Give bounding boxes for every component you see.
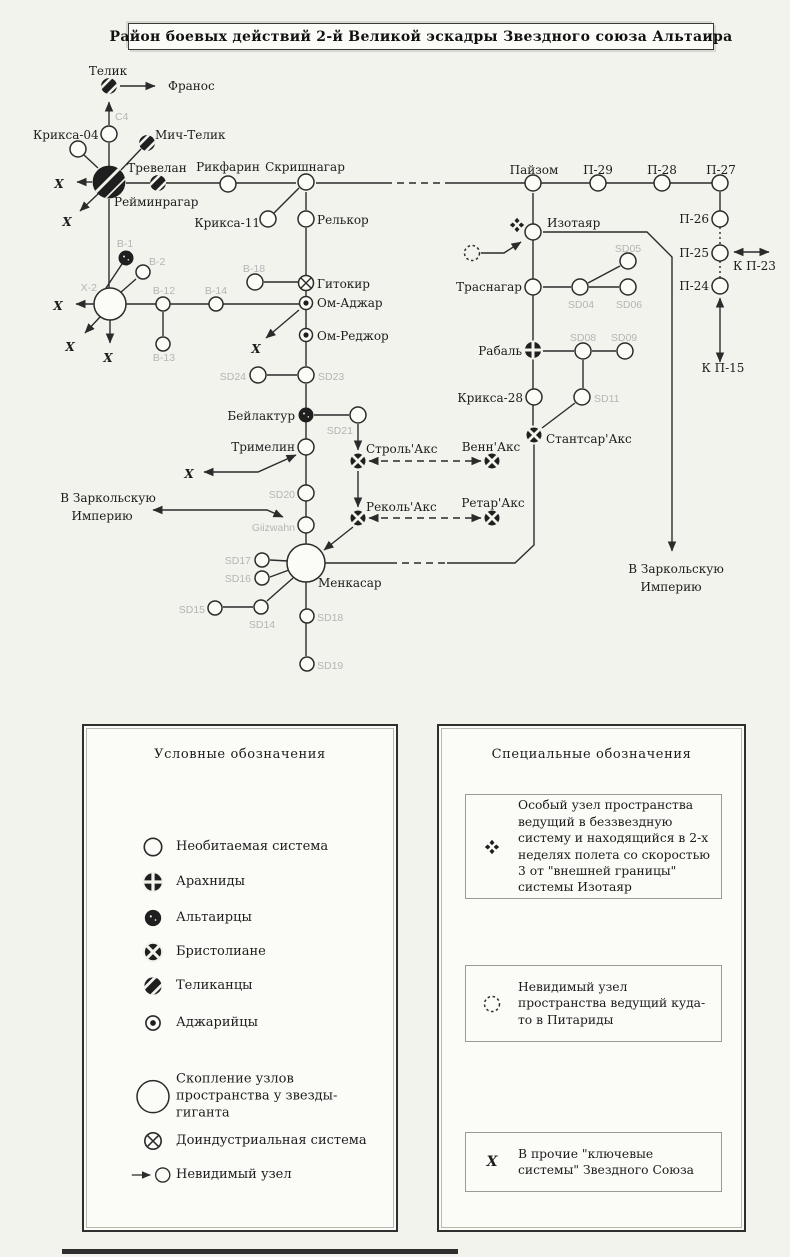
node-sd19 bbox=[300, 657, 314, 671]
node-trimelin bbox=[298, 439, 314, 455]
invisible-node-icon bbox=[130, 1163, 176, 1187]
label-trevelan: Тревелан bbox=[127, 161, 187, 175]
label-sd19: SD19 bbox=[317, 660, 344, 672]
label-sd06: SD06 bbox=[615, 299, 643, 311]
node-giizwahn bbox=[298, 517, 314, 533]
label-p27: П-27 bbox=[706, 163, 736, 177]
label-trasnagar: Траснагар bbox=[456, 280, 522, 294]
label-b12: В-12 bbox=[152, 285, 176, 297]
node-sd11 bbox=[574, 389, 590, 405]
node-om-adzhar bbox=[300, 297, 313, 310]
map-edge bbox=[270, 560, 288, 561]
label-rikfarin: Рикфарин bbox=[196, 160, 260, 174]
special-entry bbox=[465, 794, 722, 899]
legend-item bbox=[130, 1163, 374, 1187]
label-venn-aks: Венн'Акс bbox=[461, 440, 521, 454]
label-rekol-aks: Реколь'Акс bbox=[366, 500, 437, 514]
node-kriksa28 bbox=[526, 389, 542, 405]
legend-item-label: Теликанцы bbox=[176, 977, 253, 993]
node-cluster-icon bbox=[130, 1078, 176, 1116]
label-kriksa04: Крикса-04 bbox=[33, 128, 99, 142]
node-sd14 bbox=[254, 600, 268, 614]
legend-item-label: Необитаемая система bbox=[176, 838, 329, 854]
map-edge-arrow bbox=[324, 527, 353, 550]
map-edge-arrow bbox=[85, 317, 100, 333]
map-edge bbox=[274, 188, 299, 213]
bristolians-icon bbox=[130, 940, 176, 964]
node-relkor bbox=[298, 211, 314, 227]
node-payzom bbox=[525, 175, 541, 191]
node-p27 bbox=[712, 175, 728, 191]
special-entry-text: В прочие "ключевые системы" Звездного Союза bbox=[518, 1146, 695, 1177]
node-b2 bbox=[136, 265, 150, 279]
label-b1: В-1 bbox=[116, 238, 134, 250]
special-node-icon bbox=[510, 218, 524, 232]
node-rikfarin bbox=[220, 176, 236, 192]
label-k-p23: К П-23 bbox=[733, 259, 776, 273]
node-telik bbox=[98, 75, 121, 98]
label-sd05: SD05 bbox=[614, 243, 642, 255]
label-b2: В-2 bbox=[149, 256, 166, 268]
node-sd16 bbox=[255, 571, 269, 585]
node-c4 bbox=[101, 126, 117, 142]
map-edge bbox=[267, 578, 293, 601]
map-edge-arrow bbox=[80, 194, 98, 211]
node-p28 bbox=[654, 175, 670, 191]
label-sd18: SD18 bbox=[317, 612, 344, 624]
arachnids-icon bbox=[130, 870, 176, 894]
label-sd14: SD14 bbox=[248, 619, 276, 631]
node-trasnagar bbox=[525, 279, 541, 295]
node-p26 bbox=[712, 211, 728, 227]
label-sd23: SD23 bbox=[318, 371, 345, 383]
node-kriksa04 bbox=[70, 141, 86, 157]
map-edge-arrow bbox=[481, 242, 521, 253]
label-p29: П-29 bbox=[583, 163, 613, 177]
label-om-redzhor: Ом-Реджор bbox=[317, 329, 389, 343]
key-system-x-mark: X bbox=[103, 351, 113, 365]
node-beylaktur bbox=[299, 408, 314, 423]
map-edge bbox=[270, 570, 289, 577]
altairians-icon bbox=[130, 906, 176, 930]
uninhabited-system-icon bbox=[130, 835, 176, 859]
map-edge-arrow bbox=[266, 310, 299, 338]
node-gitokir bbox=[299, 276, 314, 291]
special-legend-box bbox=[437, 724, 746, 1232]
label-skrishnagar: Скришнагар bbox=[265, 160, 345, 174]
node-b13 bbox=[156, 337, 170, 351]
label-sd08: SD08 bbox=[569, 332, 597, 344]
x-mark-icon: X bbox=[486, 1154, 498, 1170]
label-sd21: SD21 bbox=[326, 425, 353, 437]
label-zarkol-right-1: В Заркольскую bbox=[628, 562, 724, 576]
node-kriksa11 bbox=[260, 211, 276, 227]
map-edge bbox=[542, 403, 575, 428]
node-sd24 bbox=[250, 367, 266, 383]
preindustrial-system-icon bbox=[130, 1129, 176, 1153]
map-edge bbox=[588, 266, 620, 283]
node-sd06 bbox=[620, 279, 636, 295]
label-x2: Х-2 bbox=[80, 282, 97, 294]
key-system-x-mark: X bbox=[251, 342, 261, 356]
node-b14 bbox=[209, 297, 223, 311]
node-sd08 bbox=[575, 343, 591, 359]
label-p26: П-26 bbox=[679, 212, 709, 226]
node-om-redzhor bbox=[300, 329, 313, 342]
map-edge-arrow bbox=[204, 455, 296, 472]
label-om-adzhar: Ом-Аджар bbox=[317, 296, 383, 310]
label-reyminragar: Рейминрагар bbox=[114, 195, 199, 209]
map-edge-arrow bbox=[153, 510, 283, 517]
node-retar-aks bbox=[482, 508, 503, 529]
key-system-x-mark: X bbox=[62, 215, 72, 229]
node-sd04 bbox=[572, 279, 588, 295]
label-stroll-aks: Строль'Акс bbox=[366, 442, 438, 456]
map-title: Район боевых действий 2-й Великой эскадры Звездного союза Альтаира bbox=[109, 28, 733, 45]
node-stantsar-aks bbox=[524, 425, 545, 446]
label-sd04: SD04 bbox=[567, 299, 595, 311]
map-edge-arrow bbox=[543, 232, 672, 551]
label-beylaktur: Бейлактур bbox=[227, 409, 295, 423]
legend-item-label: Бристолиане bbox=[176, 943, 266, 959]
label-giizwahn: Giizwahn bbox=[251, 522, 295, 534]
legend-item bbox=[130, 835, 374, 859]
invisible-node-icon bbox=[465, 246, 480, 261]
legend-item-label: Доиндустриальная система bbox=[176, 1132, 367, 1148]
key-system-x-mark: X bbox=[53, 299, 63, 313]
node-sd17 bbox=[255, 553, 269, 567]
legend-item bbox=[130, 940, 374, 964]
label-sd24: SD24 bbox=[219, 371, 246, 383]
node-sd21 bbox=[350, 407, 366, 423]
node-sd23 bbox=[298, 367, 314, 383]
legend-item-label: Арахниды bbox=[176, 873, 245, 889]
label-sd16: SD16 bbox=[224, 573, 251, 585]
legend-item bbox=[130, 906, 374, 930]
special-node-icon bbox=[466, 836, 518, 858]
special-entry-text: Особый узел пространства ведущий в беззвездную систему и находящийся в 2-х неделях полета со скоростью 3 от "внешней границы" системы Изотаяр bbox=[518, 798, 711, 895]
label-sd15: SD15 bbox=[178, 604, 205, 616]
node-rabal bbox=[524, 341, 543, 360]
label-sd17: SD17 bbox=[224, 555, 251, 567]
special-legend-title: Специальные обозначения bbox=[491, 747, 692, 762]
label-k-p15: К П-15 bbox=[701, 361, 745, 375]
special-entry-text: Невидимый узел пространства ведущий куда-то в Питариды bbox=[518, 979, 706, 1027]
label-relkor: Релькор bbox=[317, 213, 369, 227]
label-trimelin: Тримелин bbox=[231, 440, 295, 454]
node-b12 bbox=[156, 297, 170, 311]
node-sd09 bbox=[617, 343, 633, 359]
telikans-icon bbox=[130, 974, 176, 998]
legend-item-label: Аджарийцы bbox=[176, 1014, 258, 1030]
label-menkasar: Менкасар bbox=[318, 576, 382, 590]
label-kriksa28: Крикса-28 bbox=[457, 391, 523, 405]
node-skrishnagar bbox=[298, 174, 314, 190]
node-sd15 bbox=[208, 601, 222, 615]
legend-item bbox=[130, 1011, 374, 1035]
label-retar-aks: Ретар'Акс bbox=[461, 496, 525, 510]
legend-box bbox=[82, 724, 398, 1232]
node-sd05 bbox=[620, 253, 636, 269]
label-zarkol-right-2: Империю bbox=[640, 580, 702, 594]
dashed-circle-icon bbox=[466, 993, 518, 1015]
label-mich-telik: Мич-Телик bbox=[155, 128, 226, 142]
legend-item-label: Скопление узлов пространства у звезды-гиганта bbox=[176, 1071, 338, 1121]
label-sd20: SD20 bbox=[268, 489, 295, 501]
label-sd11: SD11 bbox=[594, 393, 620, 405]
label-b18: В-18 bbox=[242, 263, 266, 275]
node-p29 bbox=[590, 175, 606, 191]
label-b13: В-13 bbox=[152, 352, 176, 364]
key-system-x-mark: X bbox=[54, 177, 64, 191]
legend-item-label: Невидимый узел bbox=[176, 1166, 292, 1182]
legend-title: Условные обозначения bbox=[154, 747, 326, 762]
label-kriksa11: Крикса-11 bbox=[194, 216, 260, 230]
label-p28: П-28 bbox=[647, 163, 677, 177]
label-c4: C4 bbox=[115, 111, 129, 123]
node-izotayar bbox=[525, 224, 541, 240]
label-payzom: Пайзом bbox=[509, 163, 559, 177]
label-b14: В-14 bbox=[204, 285, 228, 297]
node-b1 bbox=[119, 251, 134, 266]
legend-item bbox=[130, 1072, 374, 1123]
label-sd09: SD09 bbox=[610, 332, 638, 344]
node-sd20 bbox=[298, 485, 314, 501]
special-entry bbox=[465, 1132, 722, 1192]
legend-item bbox=[130, 974, 374, 998]
legend-item bbox=[130, 1129, 374, 1153]
node-p24 bbox=[712, 278, 728, 294]
label-zarkol-left-2: Империю bbox=[71, 509, 133, 523]
adjarians-icon bbox=[130, 1011, 176, 1035]
legend-item bbox=[130, 870, 374, 894]
key-system-x-mark: X bbox=[184, 467, 194, 481]
label-stantsar-aks: Стантсар'Акс bbox=[546, 432, 632, 446]
label-franos: Франос bbox=[168, 79, 215, 93]
node-b18 bbox=[247, 274, 263, 290]
special-entry bbox=[465, 965, 722, 1042]
node-x2 bbox=[94, 288, 126, 320]
label-izotayar: Изотаяр bbox=[547, 216, 601, 230]
label-gitokir: Гитокир bbox=[317, 277, 370, 291]
label-zarkol-left-1: В Заркольскую bbox=[60, 491, 156, 505]
label-telik: Телик bbox=[88, 64, 128, 78]
label-rabal: Рабаль bbox=[478, 344, 522, 358]
key-system-x-mark: X bbox=[65, 340, 75, 354]
bottom-frame-line bbox=[62, 1249, 458, 1254]
map-labels bbox=[33, 64, 776, 672]
label-p24: П-24 bbox=[679, 279, 709, 293]
node-p25 bbox=[712, 245, 728, 261]
label-p25: П-25 bbox=[679, 246, 709, 260]
node-sd18 bbox=[300, 609, 314, 623]
legend-item-label: Альтаирцы bbox=[176, 909, 252, 925]
map-edge bbox=[104, 264, 122, 291]
map-edge bbox=[84, 155, 98, 168]
map-edge bbox=[120, 279, 136, 293]
